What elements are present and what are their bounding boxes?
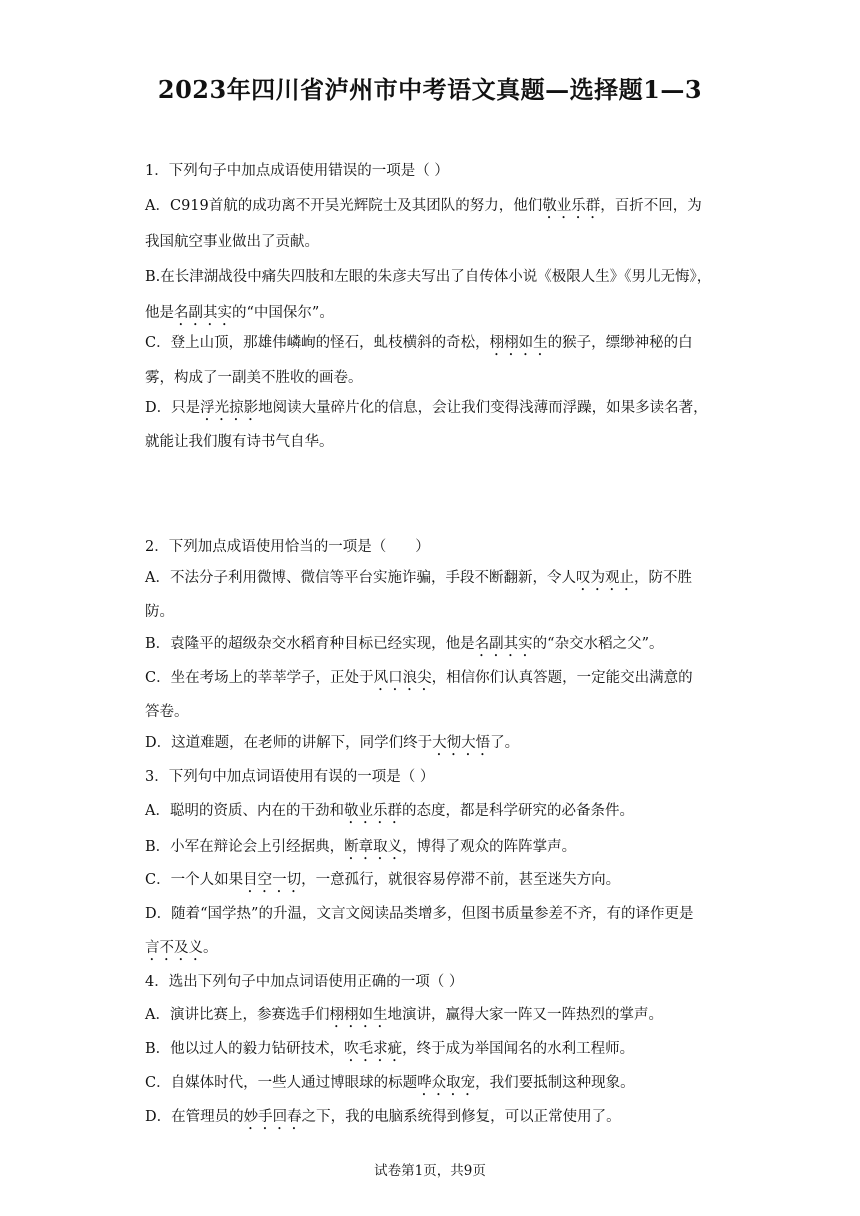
option-text: 的猴子，缥缈神秘的白 — [547, 335, 693, 351]
option-text: 。 — [203, 940, 218, 956]
page-title: 2023年四川省泸州市中考语文真题—选择题1—3 — [157, 75, 703, 104]
emphasized-idiom: 敬业乐群 — [542, 198, 601, 214]
option-text: 地阅读大量碎片化的信息，会让我们变得浅薄而浮躁，如果多读名著， — [258, 400, 708, 416]
option-line — [145, 303, 720, 329]
option-text: A．演讲比赛上，参赛选手们 — [145, 1007, 330, 1023]
option-text: ，防不胜 — [633, 570, 692, 586]
option-text: 防。 — [145, 604, 174, 620]
emphasized-idiom: 目空一切 — [243, 872, 302, 888]
option-line — [145, 938, 720, 964]
question-stem: 1．下列句子中加点成语使用错误的一项是（ ） — [145, 163, 449, 179]
emphasized-idiom: 哗众取宠 — [417, 1075, 476, 1091]
option-text: D．在管理员的 — [145, 1109, 244, 1125]
page-footer: 试卷第1页，共9页 — [374, 1163, 486, 1179]
option-text: ，终于成为举国闻名的水利工程师。 — [402, 1041, 635, 1057]
emphasized-idiom: 妙手回春 — [243, 1109, 302, 1125]
question-stem: 4．选出下列句子中加点词语使用正确的一项（ ） — [145, 974, 464, 990]
option-line — [145, 801, 720, 827]
option-line — [145, 668, 720, 694]
emphasized-idiom: 敬业乐群 — [343, 803, 402, 819]
option-text: 他是 — [145, 305, 174, 321]
option-text: D．这道难题，在老师的讲解下，同学们终于 — [145, 735, 433, 751]
option-line — [145, 232, 720, 252]
option-text: 的“中国保尔”。 — [232, 305, 334, 321]
option-line — [145, 602, 720, 622]
option-line — [145, 837, 720, 863]
emphasized-idiom: 风口浪尖 — [373, 670, 432, 686]
option-text: C．登上山顶，那雄伟嶙峋的怪石，虬枝横斜的奇松， — [145, 335, 490, 351]
option-line — [145, 733, 720, 759]
option-text: 的“杂交水稻之父”。 — [532, 636, 664, 652]
option-line — [145, 432, 720, 452]
option-text: 之下，我的电脑系统得到修复，可以正常使用了。 — [301, 1109, 621, 1125]
option-text: ，一意孤行，就很容易停滞不前，甚至迷失方向。 — [301, 872, 621, 888]
option-line — [145, 267, 720, 287]
option-text: 雾，构成了一副美不胜收的画卷。 — [145, 370, 363, 386]
option-text: 我国航空事业做出了贡献。 — [145, 234, 319, 250]
emphasized-idiom: 言不及义 — [145, 940, 203, 956]
option-line — [145, 333, 720, 359]
option-text: B．小军在辩论会上引经据典， — [145, 839, 345, 855]
option-text: 了。 — [490, 735, 520, 751]
option-line — [145, 1073, 720, 1099]
emphasized-idiom: 栩栩如生 — [489, 335, 548, 351]
option-text: A．聪明的资质、内在的干劲和 — [145, 803, 344, 819]
option-text: ，博得了观众的阵阵掌声。 — [402, 839, 577, 855]
question-stem: 2．下列加点成语使用恰当的一项是（ ） — [145, 539, 430, 555]
emphasized-idiom: 吹毛求疵 — [344, 1041, 403, 1057]
option-line — [145, 1005, 720, 1031]
option-line — [145, 568, 720, 594]
option-text: B．他以过人的毅力钻研技术， — [145, 1041, 345, 1057]
option-text: 地演讲，赢得大家一阵又一阵热烈的掌声。 — [387, 1007, 663, 1023]
option-text: 的态度，都是科学研究的必备条件。 — [401, 803, 634, 819]
option-line — [145, 1107, 720, 1133]
option-line — [145, 196, 720, 222]
option-line — [145, 634, 720, 660]
emphasized-idiom: 断章取义 — [344, 839, 403, 855]
option-text: C．坐在考场上的莘莘学子，正处于 — [145, 670, 374, 686]
option-line — [145, 1039, 720, 1065]
emphasized-idiom: 叹为观止 — [575, 570, 634, 586]
option-text: 就能让我们腹有诗书气自华。 — [145, 434, 334, 450]
option-text: B.在长津湖战役中痛失四肢和左眼的朱彦夫写出了自传体小说《极限人生》《男儿无悔》， — [145, 269, 712, 285]
option-text: ，相信你们认真答题，一定能交出满意的 — [431, 670, 693, 686]
option-text: C．一个人如果 — [145, 872, 244, 888]
option-line — [145, 702, 720, 722]
option-line — [145, 398, 720, 424]
option-text: A．C919首航的成功离不开吴光辉院士及其团队的努力，他们 — [145, 198, 543, 214]
option-text: A．不法分子利用微博、微信等平台实施诈骗，手段不断翻新，令人 — [145, 570, 576, 586]
option-text: 答卷。 — [145, 704, 189, 720]
option-text: C．自媒体时代，一些人通过博眼球的标题 — [145, 1075, 418, 1091]
option-text: ，百折不回，为 — [600, 198, 702, 214]
option-line — [145, 368, 720, 388]
emphasized-idiom: 名副其实 — [174, 305, 232, 321]
option-text: D．随着“国学热”的升温，文言文阅读品类增多，但图书质量参差不齐，有的译作更是 — [145, 906, 694, 922]
option-text: B．袁隆平的超级杂交水稻育种目标已经实现，他是 — [145, 636, 475, 652]
option-line — [145, 870, 720, 896]
option-text: ，我们要抵制这种现象。 — [475, 1075, 635, 1091]
emphasized-idiom: 大彻大悟 — [432, 735, 491, 751]
emphasized-idiom: 浮光掠影 — [200, 400, 259, 416]
question-stem: 3．下列句中加点词语使用有误的一项是（ ） — [145, 769, 435, 785]
option-line — [145, 904, 720, 924]
option-text: D．只是 — [145, 400, 201, 416]
emphasized-idiom: 名副其实 — [474, 636, 533, 652]
emphasized-idiom: 栩栩如生 — [329, 1007, 388, 1023]
